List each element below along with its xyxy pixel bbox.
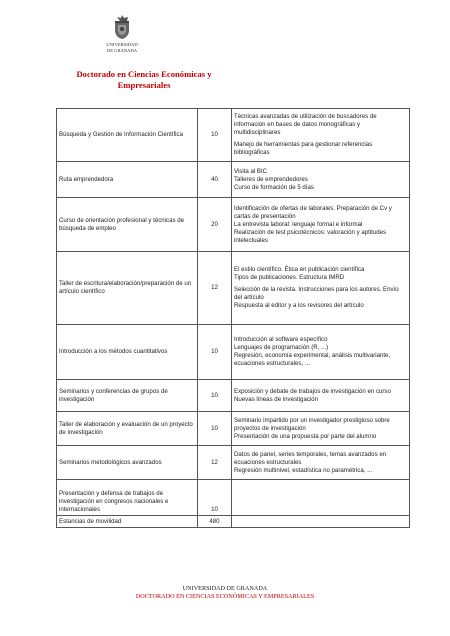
content-item: Exposición y debate de trabajos de investigación en curso: [234, 387, 391, 395]
content-item: Datos de panel, series temporales, temas avanzados en ecuaciones estructurales: [234, 450, 387, 466]
content-item: Técnicas avanzadas de utilización de buscadores de información en bases de datos monográficas y multidisciplinares: [234, 113, 377, 136]
table-row: [57, 252, 410, 325]
activity-cell: Ruta emprendedora: [57, 162, 198, 198]
content-item: Visita al BIC: [234, 167, 268, 175]
activity-cell: Taller de escritura/elaboración/preparación de un artículo científico: [57, 252, 198, 325]
hours-cell: 10: [198, 325, 232, 380]
hours-cell: 40: [198, 162, 232, 198]
table-row: [57, 162, 410, 198]
content-item: Selección de la revista. Instrucciones para los autores. Envío del artículo: [234, 286, 399, 301]
footer-program: DOCTORADO EN CIENCIAS ECONÓMICAS Y EMPRESARIALES: [135, 593, 315, 600]
content-item: Regresión, economía experimental, análisis multivariante, ecuaciones estructurales, ...: [234, 352, 391, 367]
contents-cell: [232, 252, 410, 325]
content-item: Nuevas líneas de investigación: [234, 395, 319, 403]
university-name-line1: UNIVERSIDAD: [106, 42, 138, 47]
hours-cell: 10: [198, 380, 232, 412]
activity-cell: Introducción a los métodos cuantitativos: [57, 325, 198, 380]
content-item: Presentación de una propuesta por parte del alumno: [234, 432, 377, 440]
hours-cell: 20: [198, 198, 232, 252]
contents-cell: [232, 162, 410, 198]
content-item: La entrevista laboral: lenguaje formal e informal: [234, 220, 363, 228]
content-item: Identificación de ofertas de laborales. Preparación de Cv y cartas de presentación: [234, 204, 392, 220]
activity-cell: Presentación y defensa de trabajos de investigación en congresos nacionales e internacionales: [57, 480, 198, 516]
activity-cell: Estancias de movilidad: [57, 516, 198, 528]
activity-cell: Curso de orientación profesional y técnicas de búsqueda de empleo: [57, 198, 198, 252]
content-item: Tipos de publicaciones. Estructura IMRD: [234, 274, 345, 281]
hours-cell: 10: [198, 109, 232, 162]
table-row: [57, 480, 410, 516]
table-row: [57, 412, 410, 446]
university-coat-of-arms-icon: [112, 14, 132, 40]
contents-cell: [232, 198, 410, 252]
content-item: Manejo de herramientas para gestionar referencias bibliográficas: [234, 141, 373, 156]
table-row: [57, 109, 410, 162]
program-title-line1: Doctorado en Ciencias Económicas y: [76, 69, 212, 79]
content-item: Seminario impartido por un investigador prestigioso sobre proyectos de investigación: [234, 416, 390, 432]
contents-cell: [232, 325, 410, 380]
table-row: [57, 446, 410, 480]
footer-university: UNIVERSIDAD DE GRANADA: [182, 585, 268, 592]
content-item: Realización de test psicotécnicos: valoración y aptitudes intelectuales: [234, 228, 387, 244]
page-footer: [0, 585, 450, 601]
contents-cell: [232, 380, 410, 412]
hours-cell: 12: [198, 252, 232, 325]
table-row: [57, 198, 410, 252]
contents-cell: [232, 412, 410, 446]
content-item: Lenguajes de programación (R, ...): [234, 344, 329, 351]
content-item: Curso de formación de 5 días: [234, 183, 314, 191]
contents-cell: [232, 480, 410, 516]
program-title-line2: Empresariales: [117, 80, 171, 90]
table-row: [57, 325, 410, 380]
hours-cell: 480: [198, 516, 232, 528]
university-name: [95, 42, 149, 53]
program-title: [64, 69, 224, 91]
table-row: [57, 380, 410, 412]
content-item: Regresión multinivel, estadística no paramétrica, ...: [234, 466, 373, 474]
contents-cell: [232, 109, 410, 162]
hours-cell: 12: [198, 446, 232, 480]
content-item: Respuesta al editor y a los revisores del artículo: [234, 302, 364, 309]
content-item: Introducción al software específico: [234, 336, 328, 343]
activity-cell: Taller de elaboración y evaluación de un proyecto de investigación: [57, 412, 198, 446]
hours-cell: 10: [198, 412, 232, 446]
activity-cell: Seminarios y conferencias de grupos de investigación: [57, 380, 198, 412]
contents-cell: [232, 446, 410, 480]
activities-table-body: [57, 109, 410, 528]
activity-cell: Seminarios metodológicos avanzados: [57, 446, 198, 480]
content-item: Talleres de emprendedores: [234, 175, 308, 183]
activities-table: [56, 108, 410, 528]
contents-cell: [232, 516, 410, 528]
activity-cell: Búsqueda y Gestión de Información Científica: [57, 109, 198, 162]
content-item: El estilo científico. Ética en publicación científica: [234, 266, 365, 273]
table-row: [57, 516, 410, 528]
hours-cell: 10: [198, 480, 232, 516]
university-name-line2: DE GRANADA: [106, 47, 138, 53]
